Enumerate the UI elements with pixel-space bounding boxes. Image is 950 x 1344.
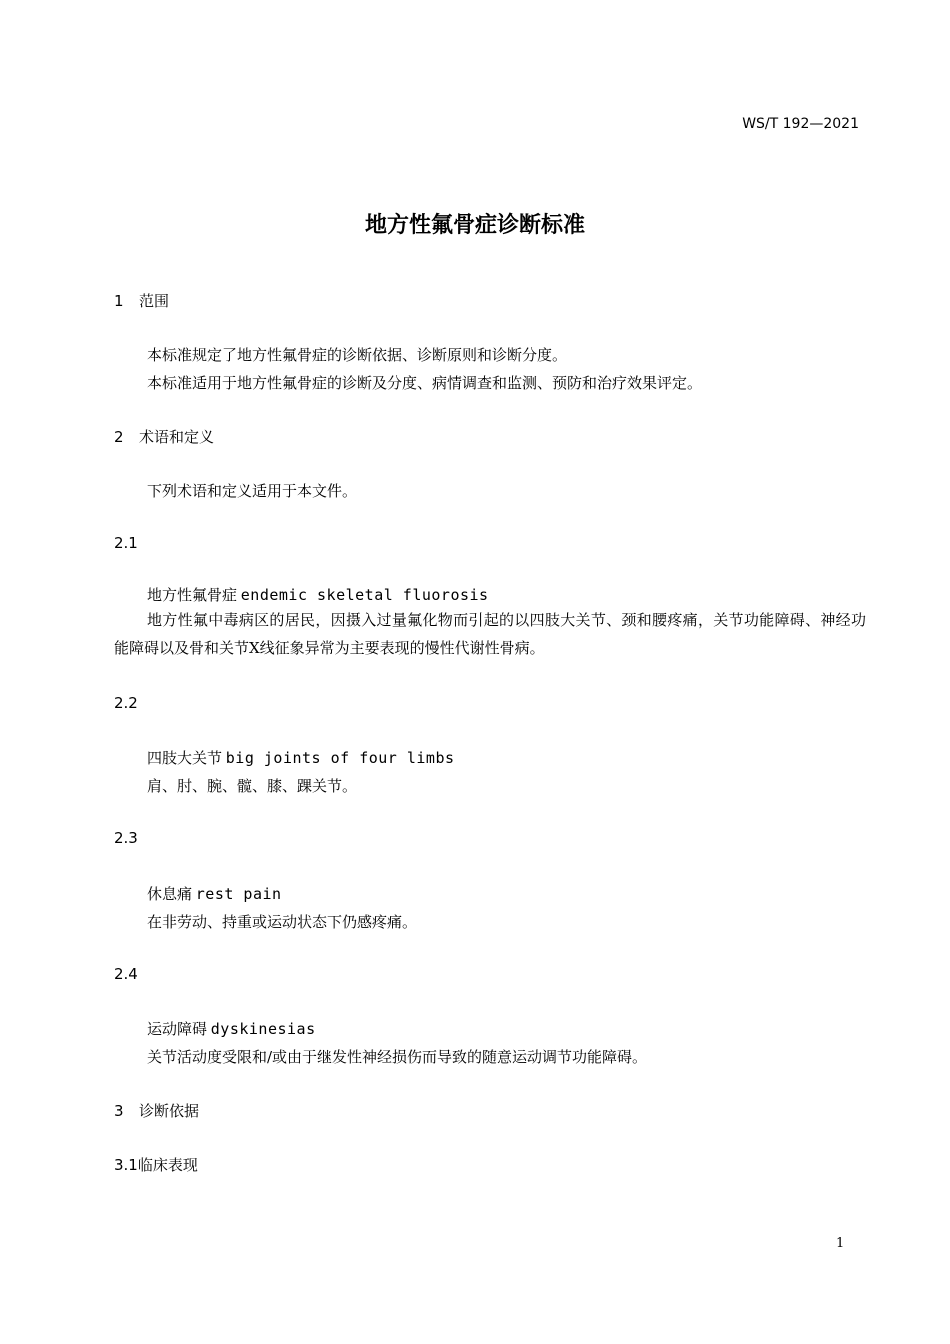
page-number: 1	[836, 1236, 845, 1251]
paragraph: 下列术语和定义适用于本文件。	[147, 482, 358, 500]
term-2-3-number: 2.3	[114, 829, 138, 847]
section-1-heading	[114, 290, 169, 311]
section-3-heading	[114, 1100, 199, 1121]
term-2-2-definition: 肩、肘、腕、髋、膝、踝关节。	[147, 777, 358, 795]
term-2-1-definition: 地方性氟中毒病区的居民，因摄入过量氟化物而引起的以四肢大关节、颈和腰疼痛，关节功能障碍、神经功能障碍以及骨和关节X线征象异常为主要表现的慢性代谢性骨病。	[114, 611, 866, 657]
term-en: endemic skeletal fluorosis	[240, 586, 489, 604]
section-title: 临床表现	[137, 1156, 198, 1174]
term-2-3-definition: 在非劳动、持重或运动状态下仍感疼痛。	[147, 913, 418, 931]
term-en: dyskinesias	[210, 1020, 316, 1038]
term-cn: 地方性氟骨症	[147, 586, 238, 604]
document-code: WS/T 192—2021	[742, 116, 859, 132]
section-number: 1	[114, 292, 124, 310]
section-number: 3.1	[114, 1156, 138, 1174]
paragraph: 本标准规定了地方性氟骨症的诊断依据、诊断原则和诊断分度。	[147, 346, 568, 364]
term-2-4-number: 2.4	[114, 965, 138, 983]
term-2-2-number: 2.2	[114, 694, 138, 712]
term-2-4-definition: 关节活动度受限和/或由于继发性神经损伤而导致的随意运动调节功能障碍。	[147, 1048, 648, 1066]
term-2-1-number: 2.1	[114, 534, 138, 552]
term-cn: 运动障碍	[147, 1020, 208, 1038]
paragraph: 本标准适用于地方性氟骨症的诊断及分度、病情调查和监测、预防和治疗效果评定。	[147, 374, 703, 392]
section-title: 术语和定义	[139, 428, 215, 446]
term-2-1-title	[147, 584, 489, 605]
term-en: rest pain	[195, 885, 282, 903]
section-number: 2	[114, 428, 124, 446]
term-cn: 四肢大关节	[147, 749, 223, 767]
term-cn: 休息痛	[147, 885, 193, 903]
section-title: 诊断依据	[139, 1102, 200, 1120]
term-2-3-title	[147, 883, 282, 904]
term-2-2-title	[147, 747, 455, 768]
section-2-heading	[114, 426, 214, 447]
section-3-1-heading	[114, 1154, 198, 1175]
section-number: 3	[114, 1102, 124, 1120]
term-en: big joints of four limbs	[225, 749, 455, 767]
term-2-4-title	[147, 1018, 316, 1039]
section-title: 范围	[139, 292, 170, 310]
page-title: 地方性氟骨症诊断标准	[364, 213, 585, 238]
